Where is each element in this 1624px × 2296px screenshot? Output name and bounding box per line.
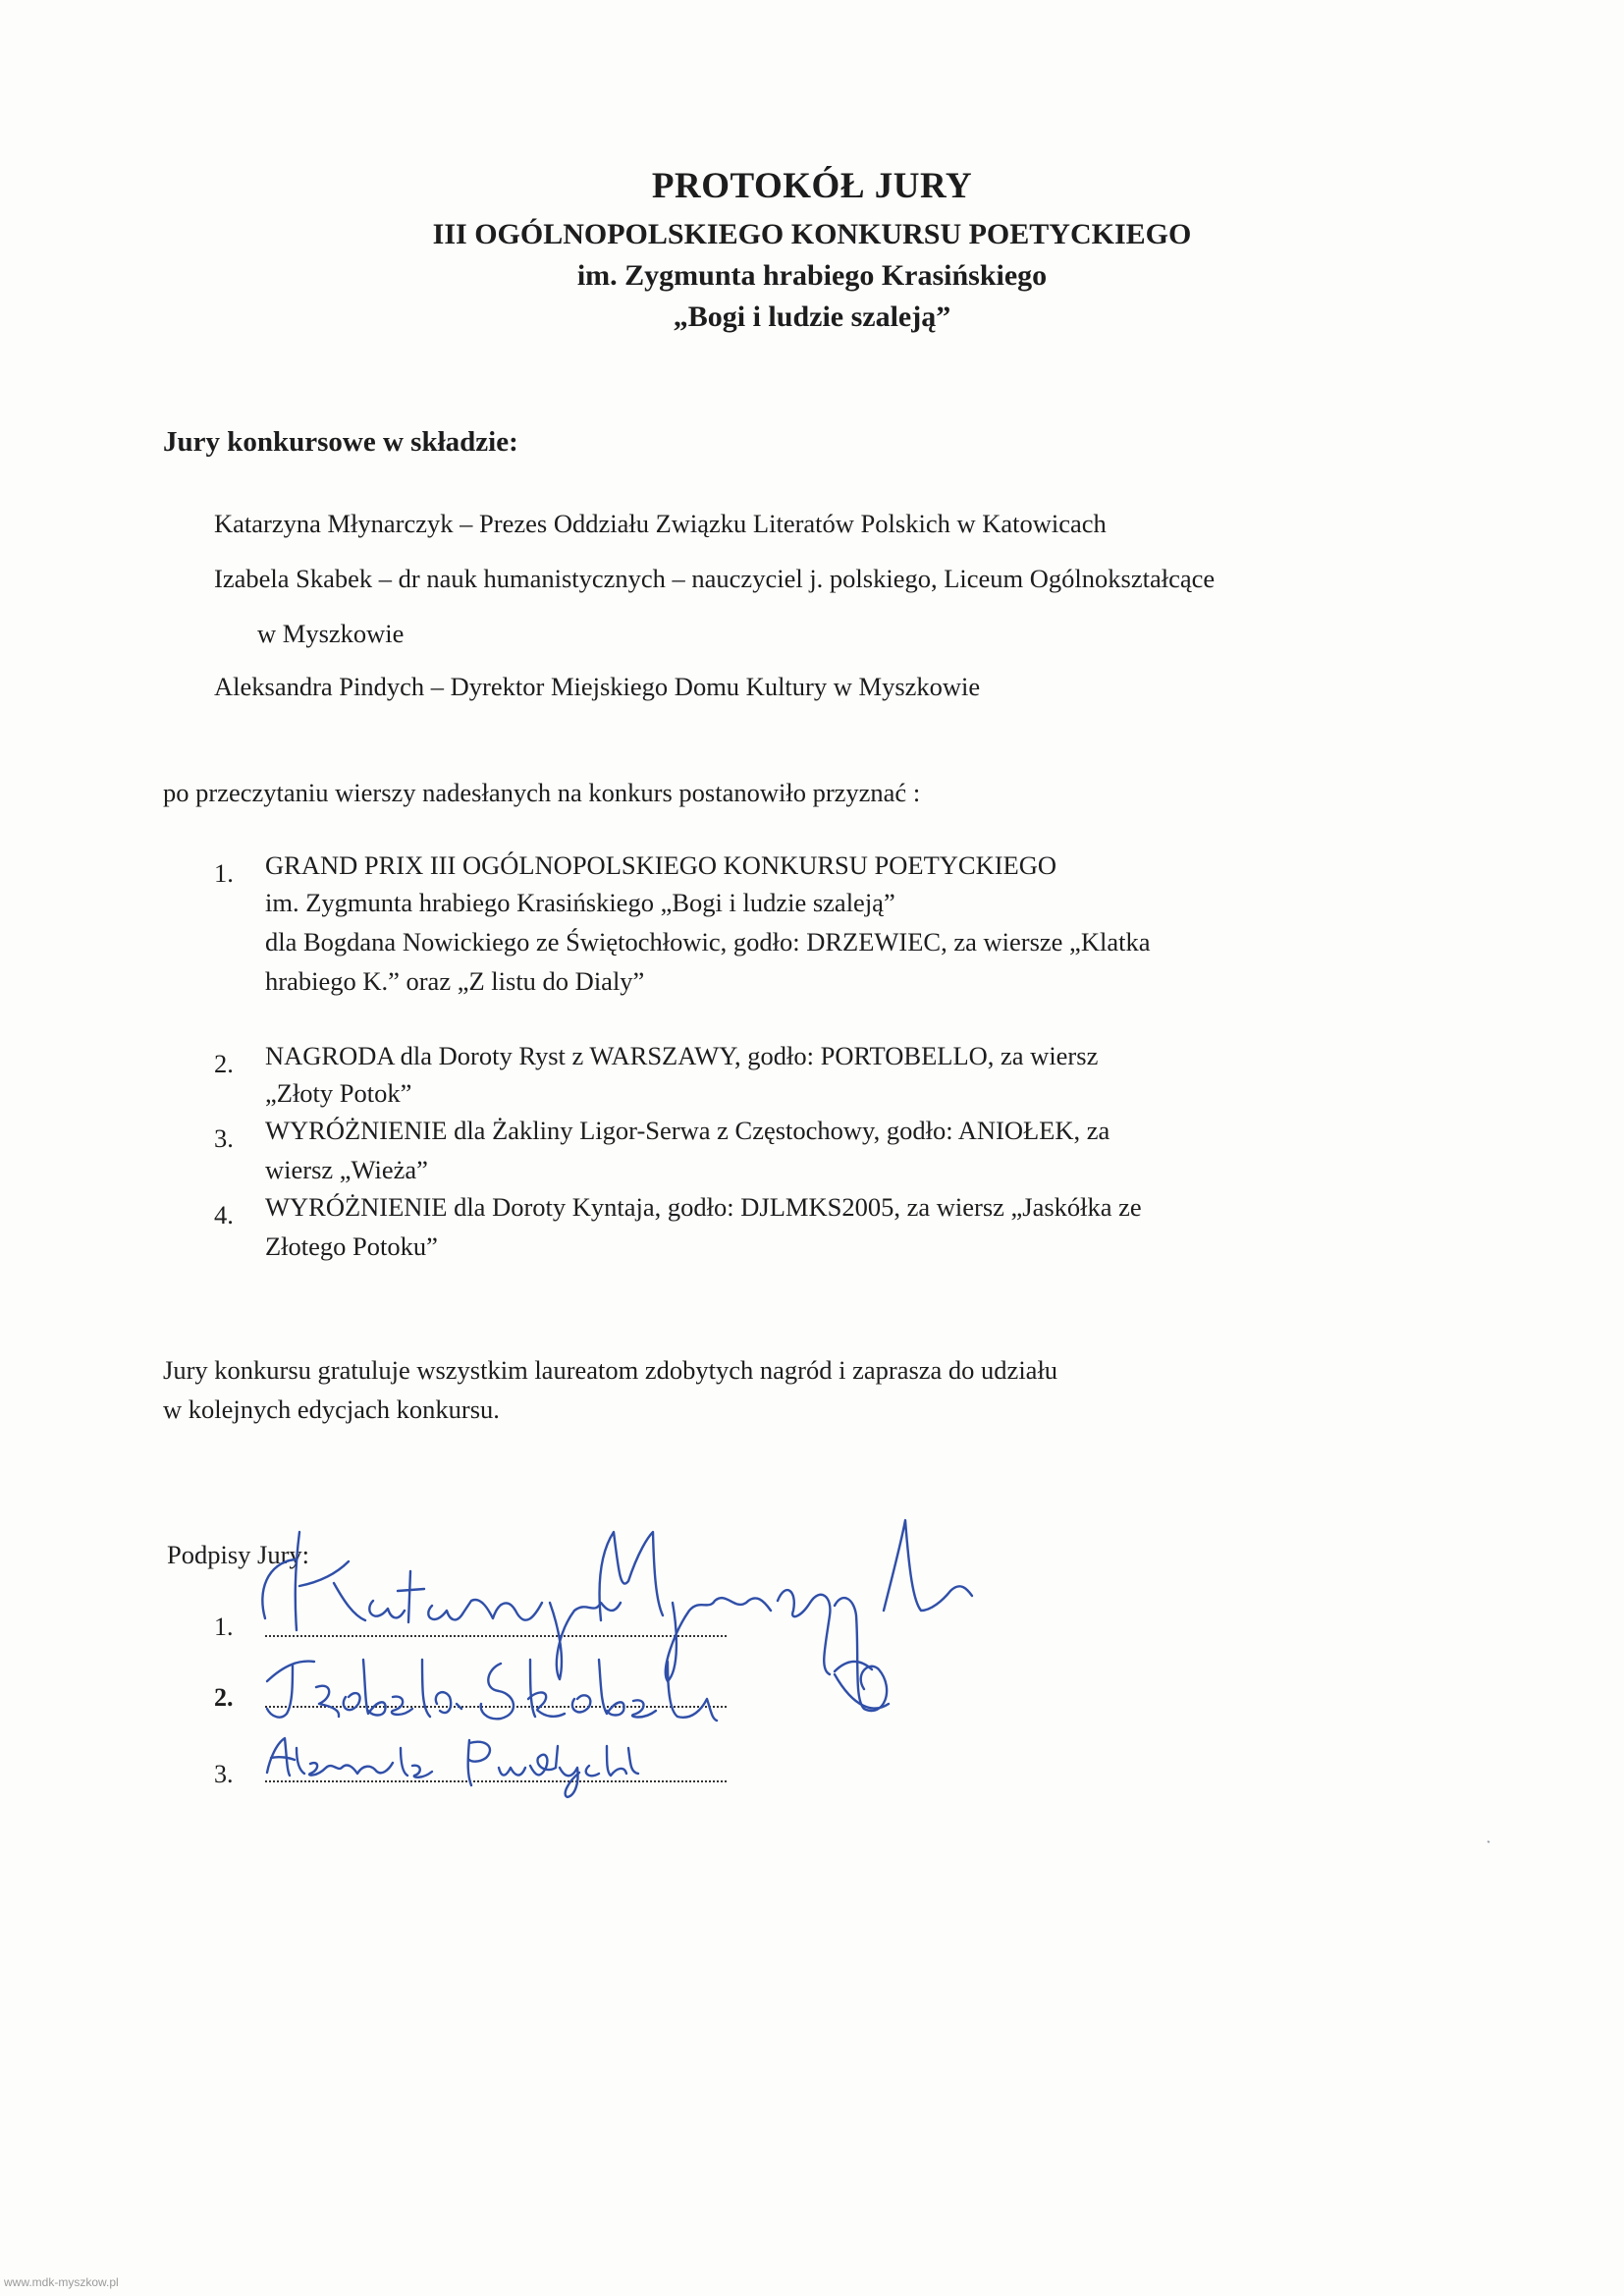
signatures-label: Podpisy Jury: xyxy=(167,1540,310,1569)
decision-intro: po przeczytaniu wierszy nadesłanych na konkurs postanowiło przyznać : xyxy=(163,778,921,807)
award-4-line-1: WYRÓŻNIENIE dla Doroty Kyntaja, godło: DJLMKS2005, za wiersz „Jaskółka ze xyxy=(265,1192,1142,1222)
competition-name: III OGÓLNOPOLSKIEGO KONKURSU POETYCKIEGO xyxy=(432,218,1192,250)
signature-3-handwriting xyxy=(267,1738,638,1797)
signature-2-handwriting xyxy=(267,1660,717,1721)
award-3-number: 3. xyxy=(214,1123,234,1153)
award-3-line-1: WYRÓŻNIENIE dla Żakliny Ligor-Serwa z Częstochowy, godło: ANIOŁEK, za xyxy=(265,1116,1110,1145)
award-1-line-2: im. Zygmunta hrabiego Krasińskiego „Bogi i ludzie szaleją” xyxy=(265,888,895,917)
jury-member-2-cont: w Myszkowie xyxy=(257,619,405,648)
award-1-number: 1. xyxy=(214,858,234,888)
award-2-line-1: NAGRODA dla Doroty Ryst z WARSZAWY, godło: PORTOBELLO, za wiersz xyxy=(265,1041,1099,1070)
award-4-line-2: Złotego Potoku” xyxy=(265,1231,438,1261)
jury-member-3: Aleksandra Pindych – Dyrektor Miejskiego Domu Kultury w Myszkowie xyxy=(214,672,981,701)
competition-motto: „Bogi i ludzie szaleją” xyxy=(673,301,951,333)
award-4-number: 4. xyxy=(214,1200,234,1230)
award-3-line-2: wiersz „Wieża” xyxy=(265,1155,428,1184)
document-title: PROTOKÓŁ JURY xyxy=(651,166,973,206)
closing-line-2: w kolejnych edycjach konkursu. xyxy=(163,1394,500,1424)
jury-member-2: Izabela Skabek – dr nauk humanistycznych – nauczyciel j. polskiego, Liceum Ogólnokształcące xyxy=(214,564,1216,593)
jury-member-1: Katarzyna Młynarczyk – Prezes Oddziału Związku Literatów Polskich w Katowicach xyxy=(214,509,1107,538)
competition-patron: im. Zygmunta hrabiego Krasińskiego xyxy=(576,259,1048,292)
award-2-number: 2. xyxy=(214,1049,234,1078)
award-1-line-1: GRAND PRIX III OGÓLNOPOLSKIEGO KONKURSU POETYCKIEGO xyxy=(265,850,1057,880)
footer-url: www.mdk-myszkow.pl xyxy=(4,2275,119,2289)
signature-1-number: 1. xyxy=(214,1613,234,1641)
signature-1-handwriting xyxy=(262,1520,972,1711)
ink-speck xyxy=(1488,1841,1489,1842)
jury-heading: Jury konkursowe w składzie: xyxy=(163,426,518,458)
award-2-line-2: „Złoty Potok” xyxy=(265,1078,412,1108)
signature-1-line xyxy=(265,1634,727,1637)
signature-2-line xyxy=(265,1705,727,1708)
signature-3-line xyxy=(265,1779,727,1782)
signature-3-number: 3. xyxy=(214,1760,234,1788)
closing-line-1: Jury konkursu gratuluje wszystkim laureatom zdobytych nagród i zaprasza do udziału xyxy=(163,1355,1058,1385)
signature-2-number: 2. xyxy=(214,1683,234,1712)
award-1-line-4: hrabiego K.” oraz „Z listu do Dialy” xyxy=(265,966,645,996)
award-1-line-3: dla Bogdana Nowickiego ze Świętochłowic, godło: DRZEWIEC, za wiersze „Klatka xyxy=(265,927,1151,957)
